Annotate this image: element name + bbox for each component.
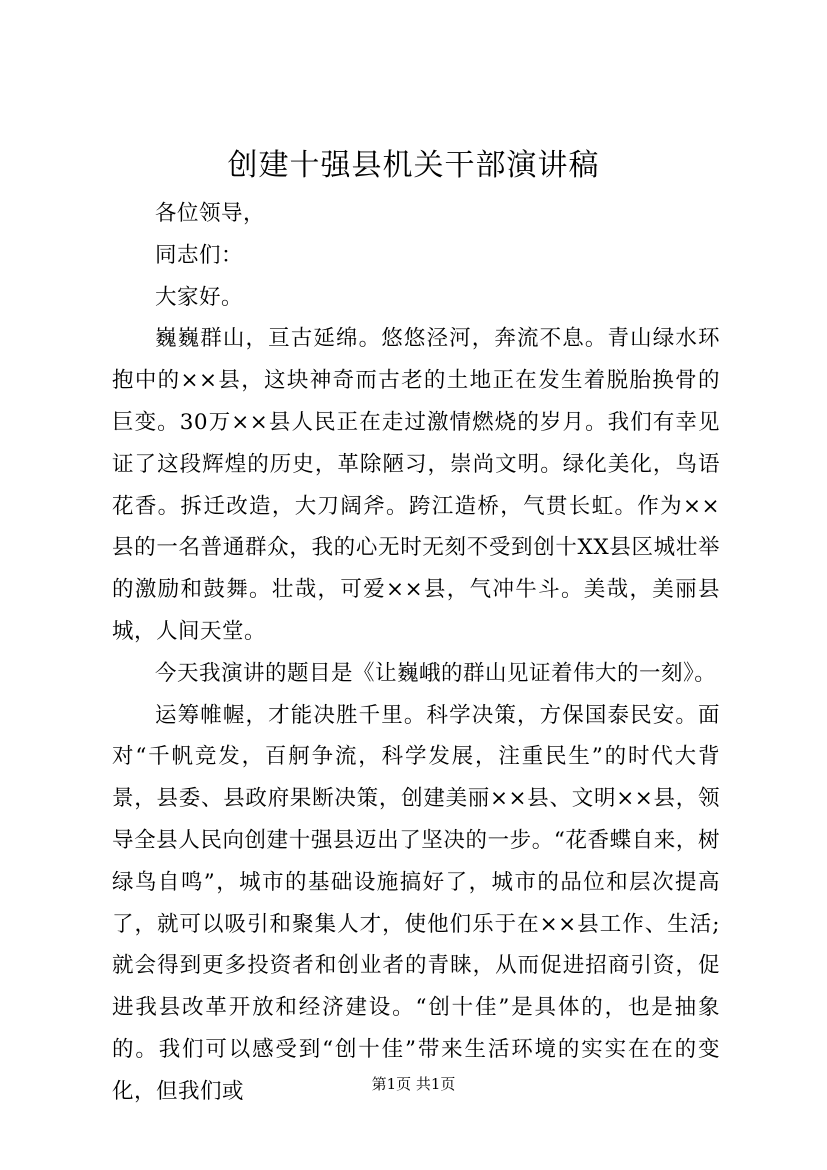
page-number-footer: 第1页 共1页 (371, 1075, 456, 1093)
document-title: 创建十强县机关干部演讲稿 (227, 148, 600, 183)
salutation-comrades: 同志们： (155, 242, 244, 268)
paragraph-decision: 运筹帷幄，才能决胜千里。科学决策，方保国泰民安。面对“千帆竞发，百舸争流，科学发展，注重民生”的时代大背景，县委、县政府果断决策，创建美丽××县、文明××县，领导全县人民向创建十强县迈出了坚决的一步。“花香蝶自来，树绿鸟自鸣”，城市的基础设施搞好了，城市的品位和层次提高了，就可以吸引和聚集人才，使他们乐于在××县工作、生活;就会得到更多投资者和创业者的青睐，从而促进招商引资，促进我县改革开放和经济建设。“创十佳”是具体的，也是抽象的。我们可以感受到“创十佳”带来生活环境的实实在在的变化，但我们或 (112, 702, 720, 1104)
greeting: 大家好。 (155, 284, 244, 310)
document-body (112, 193, 720, 1113)
paragraph-topic: 今天我演讲的题目是《让巍峨的群山见证着伟大的一刻》。 (155, 660, 717, 686)
paragraph-intro: 巍巍群山，亘古延绵。悠悠泾河，奔流不息。青山绿水环抱中的××县，这块神奇而古老的土地正在发生着脱胎换骨的巨变。30万××县人民正在走过激情燃烧的岁月。我们有幸见证了这段辉煌的历史，革除陋习，崇尚文明。绿化美化，鸟语花香。拆迁改造，大刀阔斧。跨江造桥，气贯长虹。作为××县的一名普通群众，我的心无时无刻不受到创十XX县区城壮举的激励和鼓舞。壮哉，可爱××县，气冲牛斗。美哉，美丽县城，人间天堂。 (112, 326, 720, 644)
salutation-leaders: 各位领导， (155, 201, 266, 226)
